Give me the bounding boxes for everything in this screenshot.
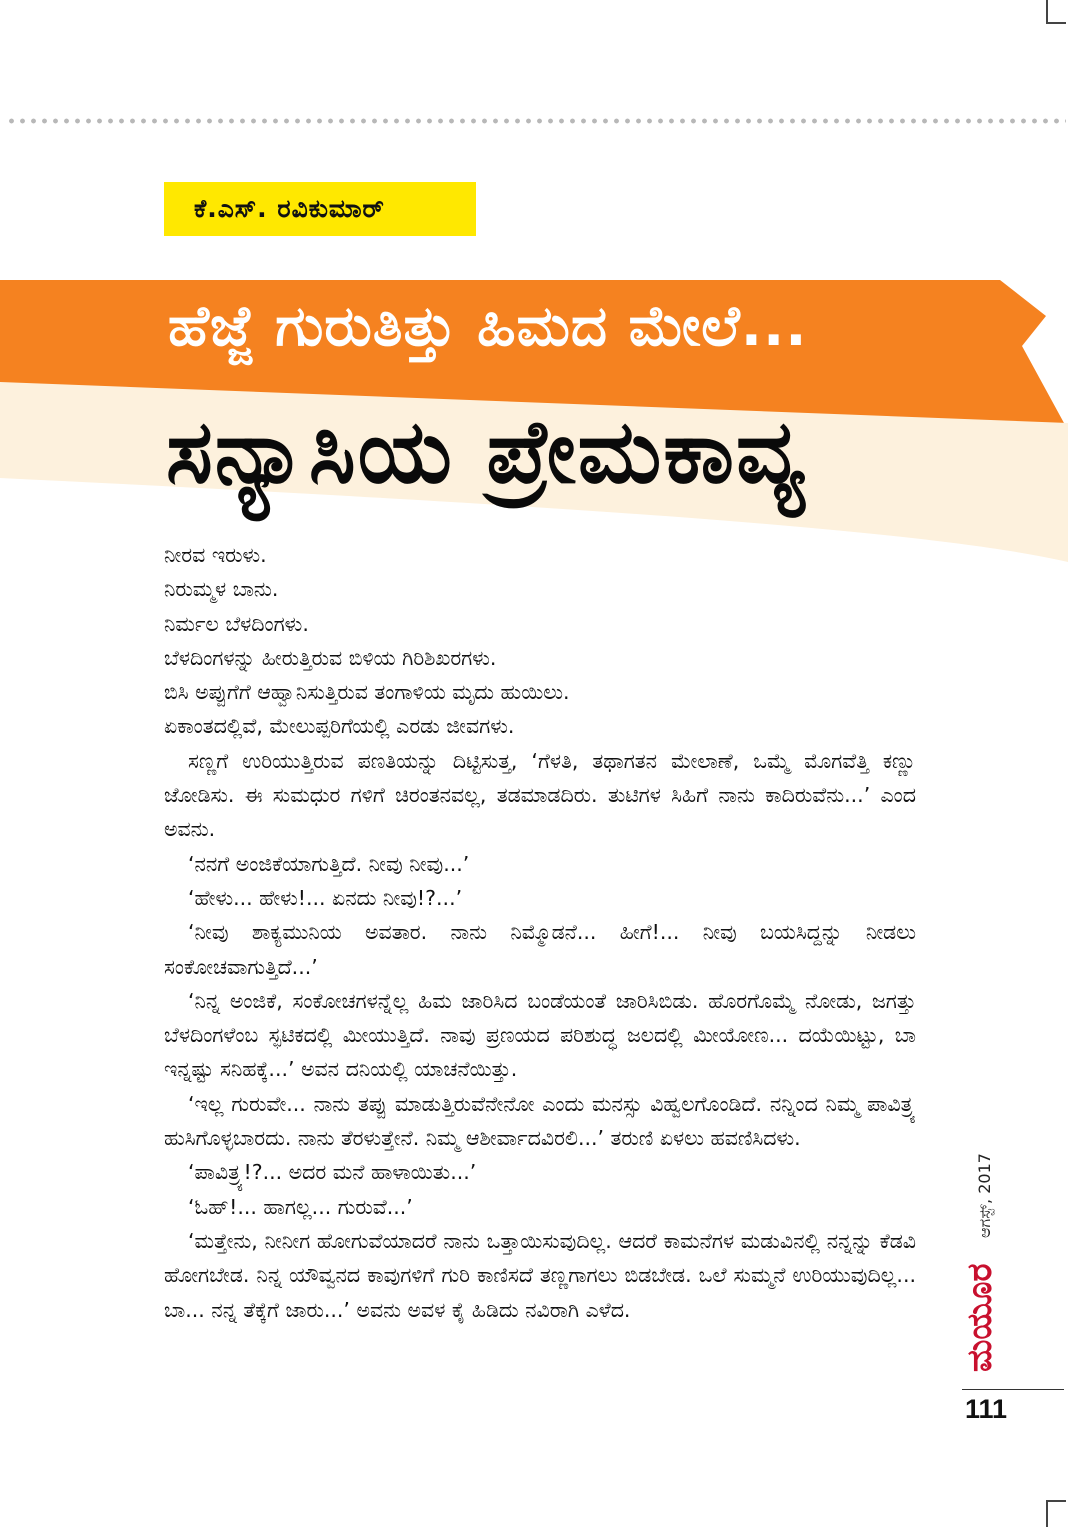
issue-date: ಆಗಸ್ಟ್, 2017 <box>975 1153 994 1238</box>
author-tag <box>164 182 476 236</box>
poem-line: ಬೆಳದಿಂಗಳನ್ನು ಹೀರುತ್ತಿರುವ ಬಿಳಿಯ ಗಿರಿಶಿಖರಗಳು. <box>164 645 497 670</box>
poem-line: ಬಿಸಿ ಅಪ್ಪುಗೆಗೆ ಆಹ್ವಾನಿಸುತ್ತಿರುವ ತಂಗಾಳಿಯ ಮೃದು ಹುಯಿಲು. <box>164 680 570 705</box>
poem-line: ನೀರವ ಇರುಳು. <box>164 543 267 567</box>
paragraph: ‘ಮತ್ತೇನು, ನೀನೀಗ ಹೋಗುವೆಯಾದರೆ ನಾನು ಒತ್ತಾಯಿಸುವುದಿಲ್ಲ. ಆದರೆ ಕಾಮನೆಗಳ ಮಡುವಿನಲ್ಲಿ ನನ್ನನ್ನು ಕೆಡವಿ ಹೋಗಬೇಡ. ನಿನ್ನ ಯೌವ್ವನದ ಕಾವುಗಳಿಗೆ ಗುರಿ ಕಾಣಿಸದೆ ತಣ್ಣಗಾಗಲು ಬಿಡಬೇಡ. ಒಲೆ ಸುಮ್ಮನೆ ಉರಿಯುವುದಿಲ್ಲ... ಬಾ... ನನ್ನ ತೆಕ್ಕೆಗೆ ಜಾರು...’ ಅವನು ಅವಳ ಕೈ ಹಿಡಿದು ನವಿರಾಗಿ ಎಳೆದ. <box>164 1228 916 1322</box>
author-name: ಕೆ.ಎಸ್. ರವಿಕುಮಾರ್ <box>194 194 385 223</box>
folio-rule <box>962 1389 1064 1390</box>
poem-line: ಏಕಾಂತದಲ್ಲಿವೆ, ಮೇಲುಪ್ಪರಿಗೆಯಲ್ಲಿ ಎರಡು ಜೀವಗಳು. <box>164 714 515 739</box>
article-body <box>164 538 916 1327</box>
article-title: ಸನ್ಯಾಸಿಯ ಪ್ರೇಮಕಾವ್ಯ <box>166 400 807 503</box>
page-number: 111 <box>965 1394 1008 1424</box>
paragraph: ‘ಓಹ್!... ಹಾಗಲ್ಲ... ಗುರುವೆ...’ <box>188 1194 413 1219</box>
magazine-logo: ಮಯೂರ <box>960 1263 1000 1372</box>
paragraph: ‘ಪಾವಿತ್ರ್ಯ!?... ಅದರ ಮನೆ ಹಾಳಾಯಿತು...’ <box>188 1160 477 1185</box>
paragraph: ‘ನಿನ್ನ ಅಂಜಿಕೆ, ಸಂಕೋಚಗಳನ್ನೆಲ್ಲ ಹಿಮ ಜಾರಿಸಿದ ಬಂಡೆಯಂತೆ ಜಾರಿಸಿಬಿಡು. ಹೊರಗೊಮ್ಮೆ ನೋಡು, ಜಗತ್ತು ಬೆಳದಿಂಗಳೆಂಬ ಸ್ಫಟಿಕದಲ್ಲಿ ಮೀಯುತ್ತಿದೆ. ನಾವು ಪ್ರಣಯದ ಪರಿಶುದ್ಧ ಜಲದಲ್ಲಿ ಮೀಯೋಣ... ದಯೆಯಿಟ್ಟು, ಬಾ ಇನ್ನಷ್ಟು ಸನಿಹಕ್ಕೆ...’ ಅವನ ದನಿಯಲ್ಲಿ ಯಾಚನೆಯಿತ್ತು. <box>164 988 916 1082</box>
poem-line: ನಿರ್ಮಲ ಬೆಳದಿಂಗಳು. <box>164 611 309 636</box>
paragraph: ಸಣ್ಣಗೆ ಉರಿಯುತ್ತಿರುವ ಪಣತಿಯನ್ನು ದಿಟ್ಟಿಸುತ್ತ, ‘ಗೆಳತಿ, ತಥಾಗತನ ಮೇಲಾಣೆ, ಒಮ್ಮೆ ಮೊಗವೆತ್ತಿ ಕಣ್ಣು ಜೋಡಿಸು. ಈ ಸುಮಧುರ ಗಳಿಗೆ ಚಿರಂತನವಲ್ಲ, ತಡಮಾಡದಿರು. ತುಟಿಗಳ ಸಿಹಿಗೆ ನಾನು ಕಾದಿರುವೆನು...’ ಎಂದ ಅವನು. <box>164 748 916 842</box>
poem-line: ನಿರುಮ್ಮಳ ಬಾನು. <box>164 577 279 602</box>
paragraph: ‘ಹೇಳು... ಹೇಳು!... ಏನದು ನೀವು!?...’ <box>188 885 463 910</box>
article-subtitle: ಹೆಜ್ಜೆ ಗುರುತಿತ್ತು ಹಿಮದ ಮೇಲೆ... <box>168 294 808 359</box>
paragraph: ‘ಇಲ್ಲ ಗುರುವೇ... ನಾನು ತಪ್ಪು ಮಾಡುತ್ತಿರುವೆನೇನೋ ಎಂದು ಮನಸ್ಸು ವಿಹ್ವಲಗೊಂಡಿದೆ. ನನ್ನಿಂದ ನಿಮ್ಮ ಪಾವಿತ್ರ್ಯ ಹುಸಿಗೊಳ್ಳಬಾರದು. ನಾನು ತೆರಳುತ್ತೇನೆ. ನಿಮ್ಮ ಆಶೀರ್ವಾದವಿರಲಿ...’ ತರುಣಿ ಏಳಲು ಹವಣಿಸಿದಳು. <box>164 1091 916 1151</box>
paragraph: ‘ನೀವು ಶಾಕ್ಯಮುನಿಯ ಅವತಾರ. ನಾನು ನಿಮ್ಮೊಡನೆ... ಹೀಗೆ!... ನೀವು ಬಯಸಿದ್ದನ್ನು ನೀಡಲು ಸಂಕೋಚವಾಗುತ್ತಿದೆ...’ <box>164 920 916 979</box>
dotted-divider <box>6 118 1066 124</box>
crop-mark-bottom <box>1046 1500 1066 1527</box>
paragraph: ‘ನನಗೆ ಅಂಜಿಕೆಯಾಗುತ್ತಿದೆ. ನೀವು ನೀವು...’ <box>188 851 470 876</box>
crop-mark-top <box>1046 0 1066 24</box>
